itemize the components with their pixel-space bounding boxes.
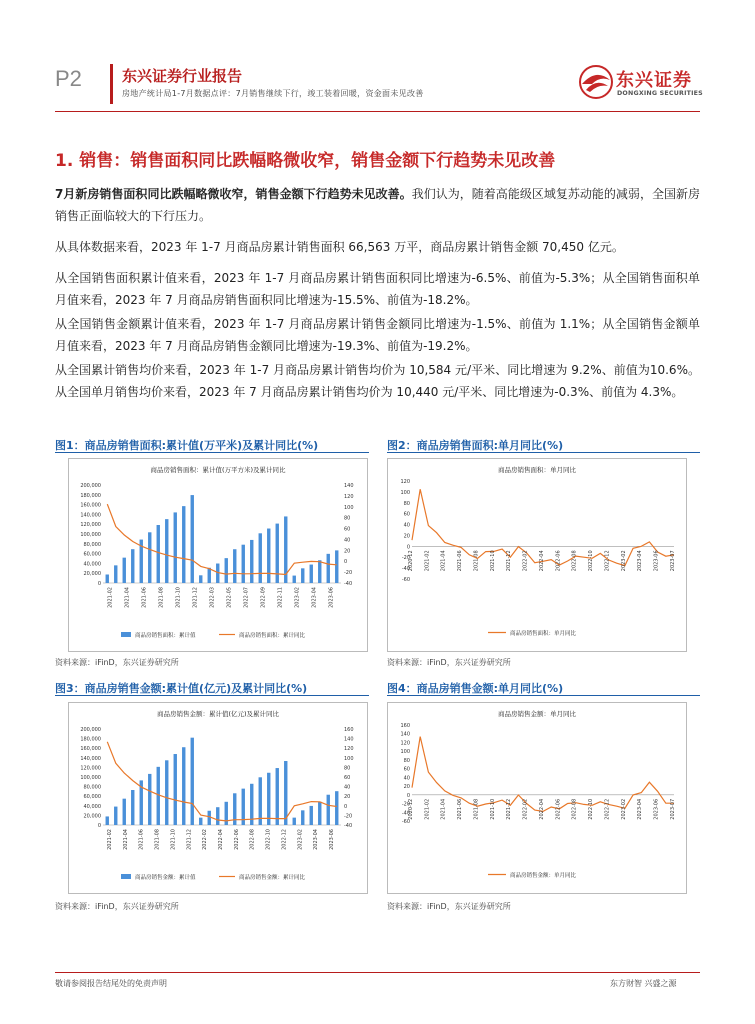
bar	[327, 795, 330, 825]
bar	[174, 512, 177, 583]
paragraph-2: 从具体数据来看，2023 年 1-7 月商品房累计销售面积 66,563 万平，商品房累计销售金额 70,450 亿元。	[55, 240, 624, 254]
y-left-tick-label: 180,000	[80, 736, 101, 743]
bar	[301, 810, 304, 825]
bar	[182, 747, 185, 825]
figure-4-source: 资料来源：iFinD，东兴证券研究所	[387, 902, 511, 911]
y-left-tick-label: 40,000	[83, 561, 101, 568]
y-left-tick-label: 180,000	[80, 492, 101, 499]
y-right-tick-label: -20	[344, 813, 353, 820]
legend-bar-swatch	[121, 874, 131, 879]
y-tick-label: 0	[406, 544, 410, 551]
x-tick-label: 2023-06	[328, 587, 335, 608]
report-title: 东兴证券行业报告	[122, 67, 243, 85]
chart-title: 商品房销售面积：单月同比	[498, 466, 576, 474]
y-right-tick-label: -40	[344, 581, 353, 587]
legend-label: 商品房销售面积：单月同比	[510, 631, 577, 637]
bar	[199, 575, 202, 583]
y-tick-label: 140	[400, 731, 410, 738]
x-tick-label: 2023-04	[311, 587, 318, 608]
y-right-tick-label: 60	[344, 775, 351, 781]
bar	[165, 760, 168, 825]
y-tick-label: 100	[400, 489, 410, 496]
x-tick-label: 2021-04	[440, 550, 447, 572]
bar	[216, 807, 219, 825]
x-tick-label: 2023-04	[637, 550, 644, 572]
y-left-tick-label: 60,000	[83, 794, 101, 801]
bar	[106, 816, 109, 825]
x-tick-label: 2021-08	[154, 829, 161, 850]
bar	[225, 558, 228, 583]
x-tick-label: 2021-08	[473, 798, 480, 820]
y-right-tick-label: 140	[344, 736, 354, 743]
x-tick-label: 2021-04	[122, 829, 129, 850]
y-tick-label: -20	[401, 801, 410, 808]
x-tick-label: 2021-08	[158, 587, 165, 608]
bar	[191, 495, 194, 583]
y-left-tick-label: 100,000	[80, 532, 101, 538]
y-tick-label: 100	[400, 749, 410, 756]
y-right-tick-label: 40	[344, 784, 351, 791]
x-tick-label: 2021-12	[506, 798, 513, 820]
bar	[310, 565, 313, 583]
x-tick-label: 2021-04	[440, 798, 447, 820]
y-left-tick-label: 200,000	[80, 483, 101, 489]
x-tick-label: 2022-12	[281, 829, 288, 850]
bar	[157, 767, 160, 825]
y-tick-label: -40	[401, 810, 410, 817]
x-tick-label: 2022-07	[243, 587, 250, 608]
x-tick-label: 2021-10	[489, 550, 496, 572]
bar	[148, 532, 151, 583]
x-tick-label: 2021-06	[141, 587, 148, 608]
x-tick-label: 2021-12	[506, 550, 513, 572]
figure-3-chart	[68, 702, 368, 894]
bar	[208, 811, 211, 825]
y-left-tick-label: 60,000	[83, 551, 101, 558]
y-left-tick-label: 200,000	[80, 727, 101, 733]
bar	[208, 568, 211, 583]
y-tick-label: 60	[403, 766, 410, 773]
y-tick-label: 160	[400, 723, 410, 729]
x-tick-label: 2022-05	[226, 587, 233, 608]
legend-label: 商品房销售金额：累计值	[135, 875, 196, 881]
legend-label: 商品房销售金额：累计同比	[239, 875, 306, 881]
y-tick-label: 80	[403, 757, 410, 764]
figure-1-chart	[68, 458, 368, 652]
bar	[131, 549, 134, 583]
figure-4-chart	[387, 702, 687, 894]
legend-label: 商品房销售面积：累计同比	[239, 633, 306, 639]
bar	[318, 802, 321, 825]
footer-rule	[55, 972, 700, 973]
x-tick-label: 2022-10	[588, 550, 595, 572]
paragraph-1	[55, 183, 700, 227]
report-subtitle: 房地产统计局1-7月数据点评：7月销售继续下行，竣工装着回暖，资金面未见改善	[122, 89, 424, 98]
x-tick-label: 2023-04	[637, 798, 644, 820]
x-tick-label: 2021-04	[124, 587, 131, 608]
y-right-tick-label: 80	[344, 515, 351, 522]
figure-3-title: 图3：商品房销售金额:累计值(亿元)及累计同比(%)	[55, 682, 308, 695]
x-tick-label: 2022-06	[233, 829, 240, 850]
y-left-tick-label: 0	[97, 581, 101, 587]
bar	[318, 560, 321, 583]
y-right-tick-label: 20	[344, 548, 351, 555]
x-tick-label: 2021-12	[186, 829, 193, 850]
y-left-tick-label: 160,000	[80, 502, 101, 509]
figure-4-svg	[388, 703, 686, 893]
x-tick-label: 2022-08	[571, 798, 578, 820]
y-tick-label: 80	[403, 500, 410, 507]
x-tick-label: 2021-02	[106, 829, 113, 850]
x-tick-label: 2022-10	[588, 798, 595, 820]
y-right-tick-label: 100	[344, 755, 354, 762]
paragraph-4: 从全国销售金额累计值来看，2023 年 1-7 月商品房累计销售金额同比增速为-1.5%、前值为 1.1%；从全国销售金额单月值来看，2023 年 7 月商品房销售金额同比增速为-19.3%、前值为-19.2%。	[55, 317, 700, 353]
y-tick-label: 60	[403, 511, 410, 518]
x-tick-label: 2022-08	[571, 550, 578, 572]
y-right-tick-label: 40	[344, 537, 351, 544]
y-tick-label: -60	[401, 577, 410, 583]
logo-text: 东兴证券	[616, 70, 692, 91]
y-left-tick-label: 20,000	[83, 813, 101, 820]
x-tick-label: 2023-02	[294, 587, 301, 608]
figure-2-svg	[388, 459, 686, 651]
bar	[157, 525, 160, 583]
y-left-tick-label: 120,000	[80, 522, 101, 529]
x-tick-label: 2023-02	[620, 798, 627, 820]
y-right-tick-label: 120	[344, 493, 354, 500]
bar	[335, 791, 338, 825]
figure-2-chart	[387, 458, 687, 652]
x-tick-label: 2023-02	[620, 550, 627, 572]
x-tick-label: 2022-06	[555, 550, 562, 572]
bar	[259, 533, 262, 583]
x-tick-label: 2023-06	[653, 550, 660, 572]
y-left-tick-label: 100,000	[80, 775, 101, 781]
header-divider	[110, 64, 113, 104]
legend-bar-swatch	[121, 632, 131, 637]
x-tick-label: 2022-04	[539, 550, 545, 572]
x-tick-label: 2022-12	[604, 550, 611, 572]
bar	[182, 506, 185, 583]
footer-disclaimer: 敬请参阅报告结尾处的免责声明	[55, 979, 167, 988]
bar	[267, 529, 270, 583]
y-right-tick-label: 0	[344, 803, 348, 810]
bar	[335, 550, 338, 583]
bar	[310, 806, 313, 825]
x-tick-label: 2022-08	[249, 829, 256, 850]
bar	[123, 558, 126, 583]
bar	[225, 802, 228, 825]
x-tick-label: 2022-03	[209, 587, 216, 608]
x-tick-label: 2022-02	[522, 798, 529, 820]
x-tick-label: 2023-06	[653, 798, 660, 820]
x-tick-label: 2020-12	[408, 798, 414, 820]
bar	[148, 774, 151, 825]
bar	[191, 738, 194, 825]
bar	[199, 818, 202, 825]
figure-4-title: 图4：商品房销售金额:单月同比(%)	[387, 682, 564, 695]
bar	[267, 773, 270, 825]
bar	[131, 790, 134, 825]
y-left-tick-label: 140,000	[80, 512, 101, 519]
chart-title: 商品房销售面积：累计值(万平方米)及累计同比	[150, 466, 286, 474]
bar	[165, 519, 168, 583]
bar	[276, 768, 279, 825]
y-tick-label: 0	[406, 792, 410, 799]
legend-label: 商品房销售面积：累计值	[135, 633, 196, 639]
bar	[114, 807, 117, 825]
y-tick-label: 120	[400, 479, 410, 485]
y-tick-label: 40	[403, 775, 410, 782]
figure-2-title: 图2：商品房销售面积:单月同比(%)	[387, 439, 564, 452]
bar	[293, 576, 296, 583]
y-left-tick-label: 160,000	[80, 746, 101, 753]
figure-2-source: 资料来源：iFinD，东兴证券研究所	[387, 658, 511, 667]
paragraph-5: 从全国累计销售均价来看，2023 年 1-7 月商品房累计销售均价为 10,584 元/平米、同比增速为 9.2%、前值为10.6%。从全国单月销售均价来看，2023 年 7 月商品房累计销售均价为 10,440 元/平米、同比增速为-0.3%、前值为 4.3%。	[55, 363, 700, 399]
y-right-tick-label: -40	[344, 823, 353, 829]
bar	[250, 540, 253, 583]
x-tick-label: 2021-06	[138, 829, 145, 850]
y-right-tick-label: 60	[344, 526, 351, 533]
x-tick-label: 2022-06	[555, 798, 562, 820]
figure-3-svg	[69, 703, 367, 893]
logo-emblem-icon	[578, 64, 614, 100]
y-left-tick-label: 120,000	[80, 765, 101, 772]
x-tick-label: 2023-07	[670, 550, 676, 572]
y-left-tick-label: 40,000	[83, 803, 101, 810]
paragraph-3: 从全国销售面积累计值来看，2023 年 1-7 月商品房累计销售面积同比增速为-6.5%、前值为-5.3%；从全国销售面积单月值来看，2023 年 7 月商品房销售面积同比增速为-15.5%、前值为-18.2%。	[55, 271, 700, 307]
figure-3-rule	[55, 695, 369, 696]
figure-2-rule	[387, 452, 700, 453]
x-tick-label: 2023-02	[297, 829, 304, 850]
section-title: 1. 销售：销售面积同比跌幅略微收窄，销售金额下行趋势未见改善	[55, 151, 556, 171]
y-right-tick-label: 120	[344, 746, 354, 753]
x-tick-label: 2021-02	[107, 587, 114, 608]
bar	[284, 761, 287, 825]
y-left-tick-label: 140,000	[80, 755, 101, 762]
y-left-tick-label: 80,000	[83, 541, 101, 548]
bar	[301, 568, 304, 583]
x-tick-label: 2022-09	[260, 587, 267, 608]
bar	[106, 574, 109, 583]
header-rule	[55, 111, 700, 112]
x-tick-label: 2022-02	[522, 550, 529, 572]
figure-1-svg	[69, 459, 367, 651]
bar	[174, 754, 177, 825]
bar	[242, 545, 245, 583]
x-tick-label: 2022-11	[277, 587, 284, 608]
x-tick-label: 2020-12	[408, 550, 414, 572]
footer-slogan: 东方财智 兴盛之源	[610, 979, 677, 988]
page-number: P2	[55, 66, 82, 91]
bar	[114, 565, 117, 583]
bar	[327, 554, 330, 583]
logo-english: DONGXING SECURITIES	[617, 90, 703, 97]
y-tick-label: 20	[403, 784, 410, 791]
x-tick-label: 2021-10	[175, 587, 182, 608]
y-tick-label: 120	[400, 740, 410, 747]
x-tick-label: 2023-07	[670, 798, 676, 820]
x-tick-label: 2022-04	[539, 798, 545, 820]
y-right-tick-label: -20	[344, 570, 353, 577]
bar	[233, 549, 236, 583]
figure-1-source: 资料来源：iFinD，东兴证券研究所	[55, 658, 179, 667]
x-tick-label: 2021-12	[192, 587, 199, 608]
y-right-tick-label: 160	[344, 727, 354, 733]
y-tick-label: 40	[403, 522, 410, 529]
x-tick-label: 2023-06	[329, 829, 336, 850]
chart-title: 商品房销售金额：单月同比	[498, 710, 576, 718]
paragraph-1-body: 我们认为，随着高能级区域复苏动能的减弱，全国新房销售正面临较大的下行压力。	[55, 187, 700, 223]
x-tick-label: 2021-10	[489, 798, 496, 820]
x-tick-label: 2023-04	[313, 829, 320, 850]
y-right-tick-label: 100	[344, 504, 354, 511]
x-tick-label: 2021-02	[424, 798, 431, 820]
figure-1-rule	[55, 452, 369, 453]
paragraph-1-lead: 7月新房销售面积同比跌幅略微收窄，销售金额下行趋势未见改善。	[55, 187, 412, 201]
x-tick-label: 2022-02	[202, 829, 209, 850]
y-right-tick-label: 140	[344, 483, 354, 489]
y-left-tick-label: 20,000	[83, 571, 101, 578]
y-tick-label: -20	[401, 555, 410, 562]
x-tick-label: 2022-04	[218, 829, 224, 850]
y-right-tick-label: 0	[344, 559, 348, 566]
y-left-tick-label: 80,000	[83, 784, 101, 791]
y-tick-label: -60	[401, 819, 410, 825]
y-left-tick-label: 0	[97, 823, 101, 829]
bar	[123, 799, 126, 825]
bar	[293, 818, 296, 825]
legend-label: 商品房销售金额：单月同比	[510, 873, 577, 879]
y-right-tick-label: 80	[344, 765, 351, 772]
y-tick-label: -40	[401, 566, 410, 573]
chart-title: 商品房销售金额：累计值(亿元)及累计同比	[156, 710, 280, 718]
x-tick-label: 2022-10	[265, 829, 272, 850]
x-tick-label: 2021-08	[473, 550, 480, 572]
y-right-tick-label: 20	[344, 794, 351, 801]
figure-4-rule	[387, 695, 700, 696]
x-tick-label: 2021-06	[457, 798, 464, 820]
figure-3-source: 资料来源：iFinD，东兴证券研究所	[55, 902, 179, 911]
x-tick-label: 2022-12	[604, 798, 611, 820]
x-tick-label: 2021-02	[424, 550, 431, 572]
x-tick-label: 2021-06	[457, 550, 464, 572]
x-tick-label: 2021-10	[170, 829, 177, 850]
figure-1-title: 图1：商品房销售面积:累计值(万平米)及累计同比(%)	[55, 439, 319, 452]
y-tick-label: 20	[403, 533, 410, 540]
